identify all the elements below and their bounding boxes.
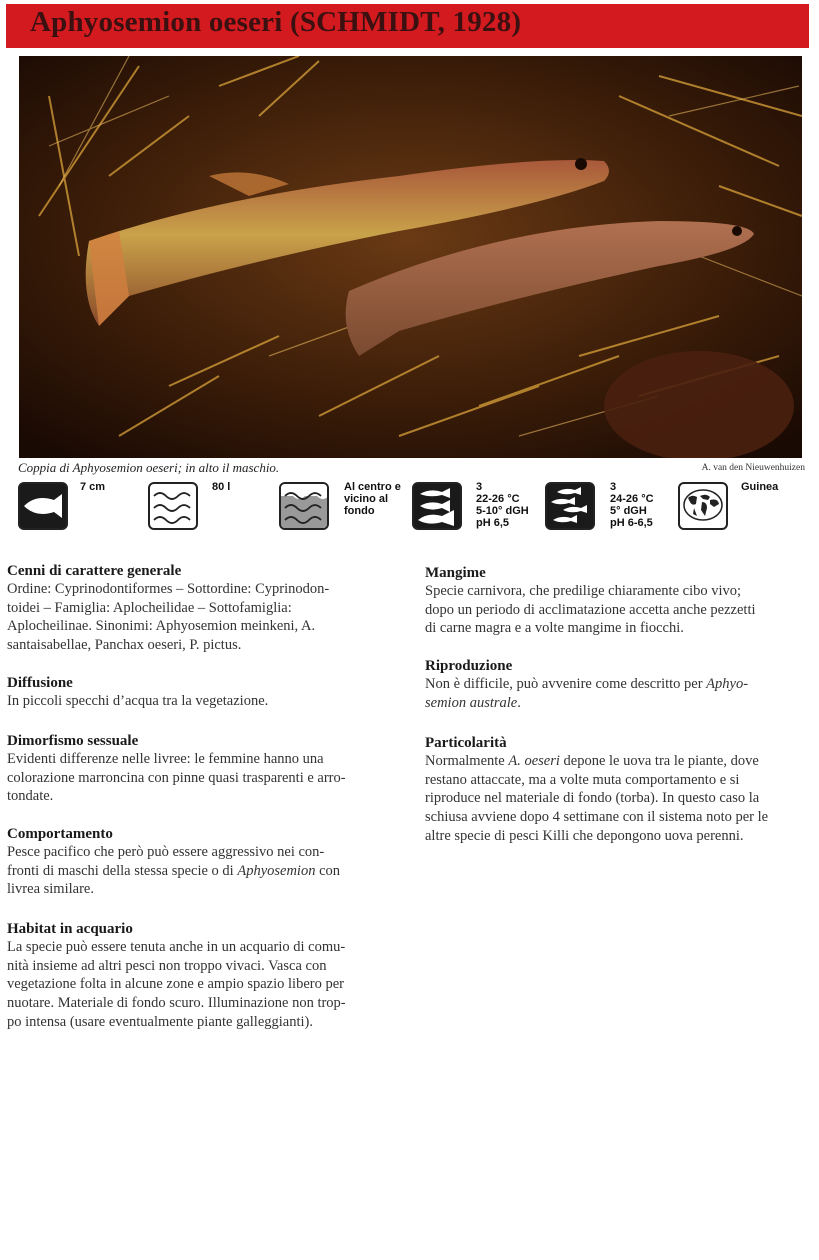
param-line: pH 6,5: [476, 517, 510, 529]
text-line: [425, 675, 748, 694]
text-line: Pesce pacifico che però può essere aggressivo nei con-: [7, 844, 325, 860]
species-name: Aphyosemion: [237, 862, 316, 879]
section-general: [7, 562, 329, 655]
param-line: 3: [610, 481, 617, 493]
text-run: depone le uova tra le piante, dove: [559, 753, 759, 769]
text-line: [425, 694, 748, 713]
size-label: 7 cm: [80, 481, 106, 493]
section-title: Particolarità: [425, 735, 507, 751]
text-line: La specie può essere tenuta anche in un acquario di comu-: [7, 939, 346, 955]
text-line: In piccoli specchi d’acqua tra la vegetazione.: [7, 693, 269, 709]
section-title: Comportamento: [7, 826, 113, 842]
text-line: dopo un periodo di acclimatazione accetta anche pezzetti: [425, 601, 756, 618]
zone-label-line: Al centro e: [344, 481, 401, 493]
keeping-fish-icon: [545, 482, 595, 530]
breeding-params: [476, 481, 529, 529]
text-line: toidei – Famiglia: Aplocheilidae – Sottofamiglia:: [7, 599, 292, 616]
text-line: vegetazione folta in alcune zone e ampio spazio libero per: [7, 976, 344, 993]
section-title: Dimorfismo sessuale: [7, 733, 139, 749]
text-line: Aplocheilinae. Sinonimi: Aphyosemion meinkeni, A.: [7, 618, 316, 635]
text-line: di carne magra e a volte mangime in fiocchi.: [425, 620, 684, 637]
text-run: Non è difficile, può avvenire come descritto per: [425, 676, 707, 692]
text-line: altre specie di pesci Killi che depongono uova perenni.: [425, 827, 744, 844]
param-line: 3: [476, 481, 483, 493]
text-run: fronti di maschi della stessa specie o di: [7, 862, 238, 879]
zone-label-line: fondo: [344, 505, 375, 517]
text-line: restano attaccate, ma a volte muta comportamento e si: [425, 771, 740, 788]
text-line: [425, 752, 768, 771]
world-map-icon: [678, 482, 728, 530]
section-behavior: [7, 825, 340, 899]
zone-label-line: vicino al: [344, 493, 389, 505]
text-line: Specie carnivora, che predilige chiaramente cibo vivo;: [425, 583, 742, 599]
param-line: pH 6-6,5: [610, 517, 653, 529]
breeding-fish-icon: [412, 482, 462, 530]
section-dimorphism: [7, 732, 346, 806]
param-line: 5-10° dGH: [476, 505, 529, 517]
text-line: po intensa (usare eventualmente piante galleggianti).: [7, 1013, 313, 1030]
text-line: schiusa avviene dopo 4 settimane con il sistema noto per le: [425, 809, 769, 826]
text-line: santaisabellae, Panchax oeseri, P. pictus.: [7, 637, 242, 654]
section-title: Habitat in acquario: [7, 921, 133, 937]
text-line: Evidenti differenze nelle livree: le femmine hanno una: [7, 751, 324, 767]
region-label: Guinea: [741, 481, 779, 493]
species-name: A. oeseri: [508, 753, 560, 769]
text-run: con: [315, 862, 341, 879]
text-line: riproduce nel materiale di fondo (torba). In questo caso la: [425, 790, 760, 807]
photo-caption: Coppia di Aphyosemion oeseri; in alto il maschio.: [18, 460, 280, 475]
section-food: [425, 564, 756, 638]
text-line: tondate.: [7, 788, 54, 805]
text-run: .: [517, 694, 521, 711]
section-title: Cenni di carattere generale: [7, 563, 182, 579]
text-line: nuotare. Materiale di fondo scuro. Illuminazione non trop-: [7, 995, 346, 1012]
photo-credit: A. van den Nieuwenhuizen: [701, 463, 805, 473]
section-distribution: [7, 674, 268, 711]
text-line: nità insieme ad altri pesci non troppo vivaci. Vasca con: [7, 957, 327, 974]
swim-zone-icon: [279, 482, 329, 530]
species-name: Aphyo-: [706, 676, 749, 692]
param-line: 22-26 °C: [476, 493, 520, 505]
text-line: livrea similare.: [7, 881, 94, 898]
keeping-params: [610, 481, 654, 529]
aquarium-volume-icon: [148, 482, 198, 530]
text-line: [7, 862, 340, 881]
section-title: Riproduzione: [425, 658, 513, 674]
section-title: Mangime: [425, 565, 486, 581]
section-particulars: [425, 734, 768, 846]
text-line: Ordine: Cyprinodontiformes – Sottordine: Cyprinodon-: [7, 581, 330, 597]
text-line: colorazione marroncina con pinne quasi trasparenti e arro-: [7, 769, 346, 786]
section-reproduction: [425, 657, 748, 712]
text-run: Normalmente: [425, 753, 509, 769]
fish-size-icon: [18, 482, 68, 530]
zone-label: [344, 481, 401, 517]
fish-photo: [19, 56, 802, 458]
section-habitat: [7, 920, 346, 1032]
param-line: 5° dGH: [610, 505, 647, 517]
volume-label: 80 l: [212, 481, 231, 493]
title-bar: [6, 4, 809, 48]
section-title: Diffusione: [7, 675, 73, 691]
param-line: 24-26 °C: [610, 493, 654, 505]
species-name: semion australe: [425, 694, 518, 711]
page-title: Aphyosemion oeseri (SCHMIDT, 1928): [30, 6, 522, 38]
